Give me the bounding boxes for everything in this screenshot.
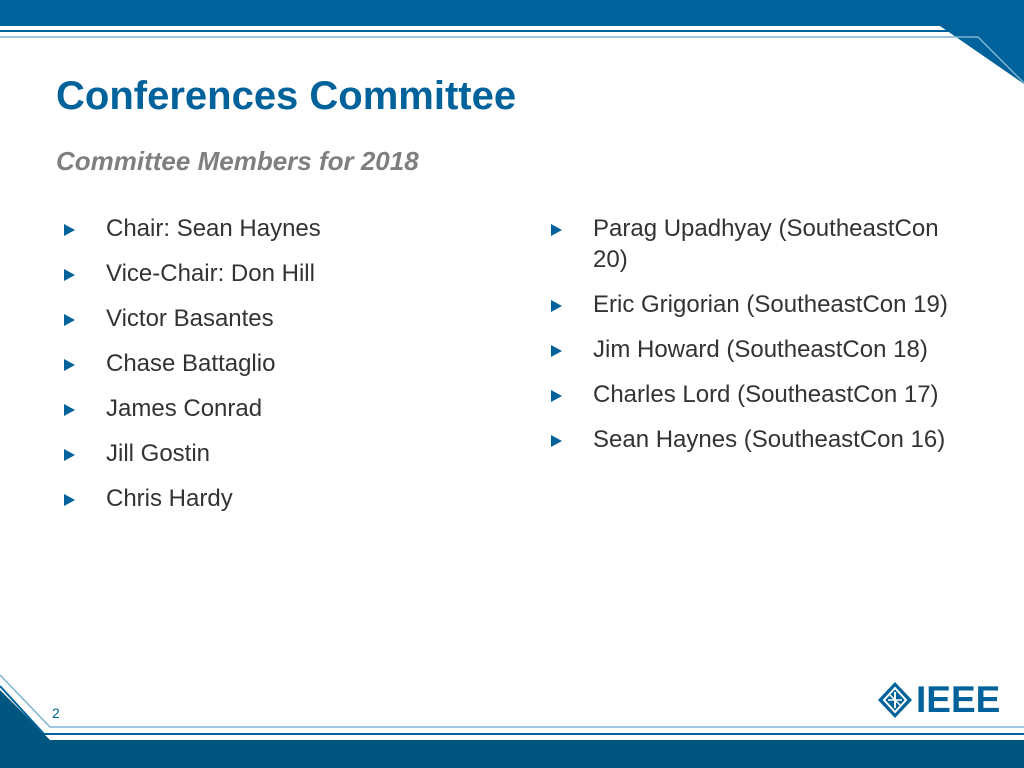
list-item [549,289,979,320]
member-name: Jim Howard (SoutheastCon 18) [593,336,928,363]
member-name: Chris Hardy [106,485,233,512]
member-name: Chair: Sean Haynes [106,215,321,242]
list-item [549,213,979,275]
member-name: Chase Battaglio [106,350,276,377]
triangle-bullet-icon [64,269,75,281]
list-item [549,379,979,410]
triangle-bullet-icon [551,224,562,236]
triangle-bullet-icon [64,314,75,326]
member-name: Parag Upadhyay (SoutheastCon 20) [593,215,939,273]
ieee-diamond-icon [876,680,914,720]
triangle-bullet-icon [64,224,75,236]
list-item [62,393,482,424]
triangle-bullet-icon [64,359,75,371]
list-item [549,424,979,455]
page-number: 2 [52,705,60,721]
list-item [62,438,482,469]
member-name: Jill Gostin [106,440,211,467]
member-name: Eric Grigorian (SoutheastCon 19) [593,291,948,318]
triangle-bullet-icon [64,449,75,461]
member-name: Charles Lord (SoutheastCon 17) [593,381,939,408]
list-item [62,213,482,244]
page-title: Conferences Committee [56,74,517,118]
list-item [62,303,482,334]
list-item [62,483,482,514]
member-name: Sean Haynes (SoutheastCon 16) [593,426,946,453]
list-item [62,258,482,289]
member-name: Victor Basantes [106,305,274,332]
triangle-bullet-icon [551,435,562,447]
triangle-bullet-icon [64,404,75,416]
right-member-list [549,213,979,469]
triangle-bullet-icon [551,345,562,357]
member-name: Vice-Chair: Don Hill [106,260,315,287]
triangle-bullet-icon [551,390,562,402]
list-item [549,334,979,365]
triangle-bullet-icon [64,494,75,506]
member-name: James Conrad [106,395,263,422]
left-member-list [62,213,482,528]
list-item [62,348,482,379]
page-subtitle: Committee Members for 2018 [56,146,419,176]
ieee-logo [876,680,1000,720]
logo-text: IEEE [916,679,1001,720]
triangle-bullet-icon [551,300,562,312]
